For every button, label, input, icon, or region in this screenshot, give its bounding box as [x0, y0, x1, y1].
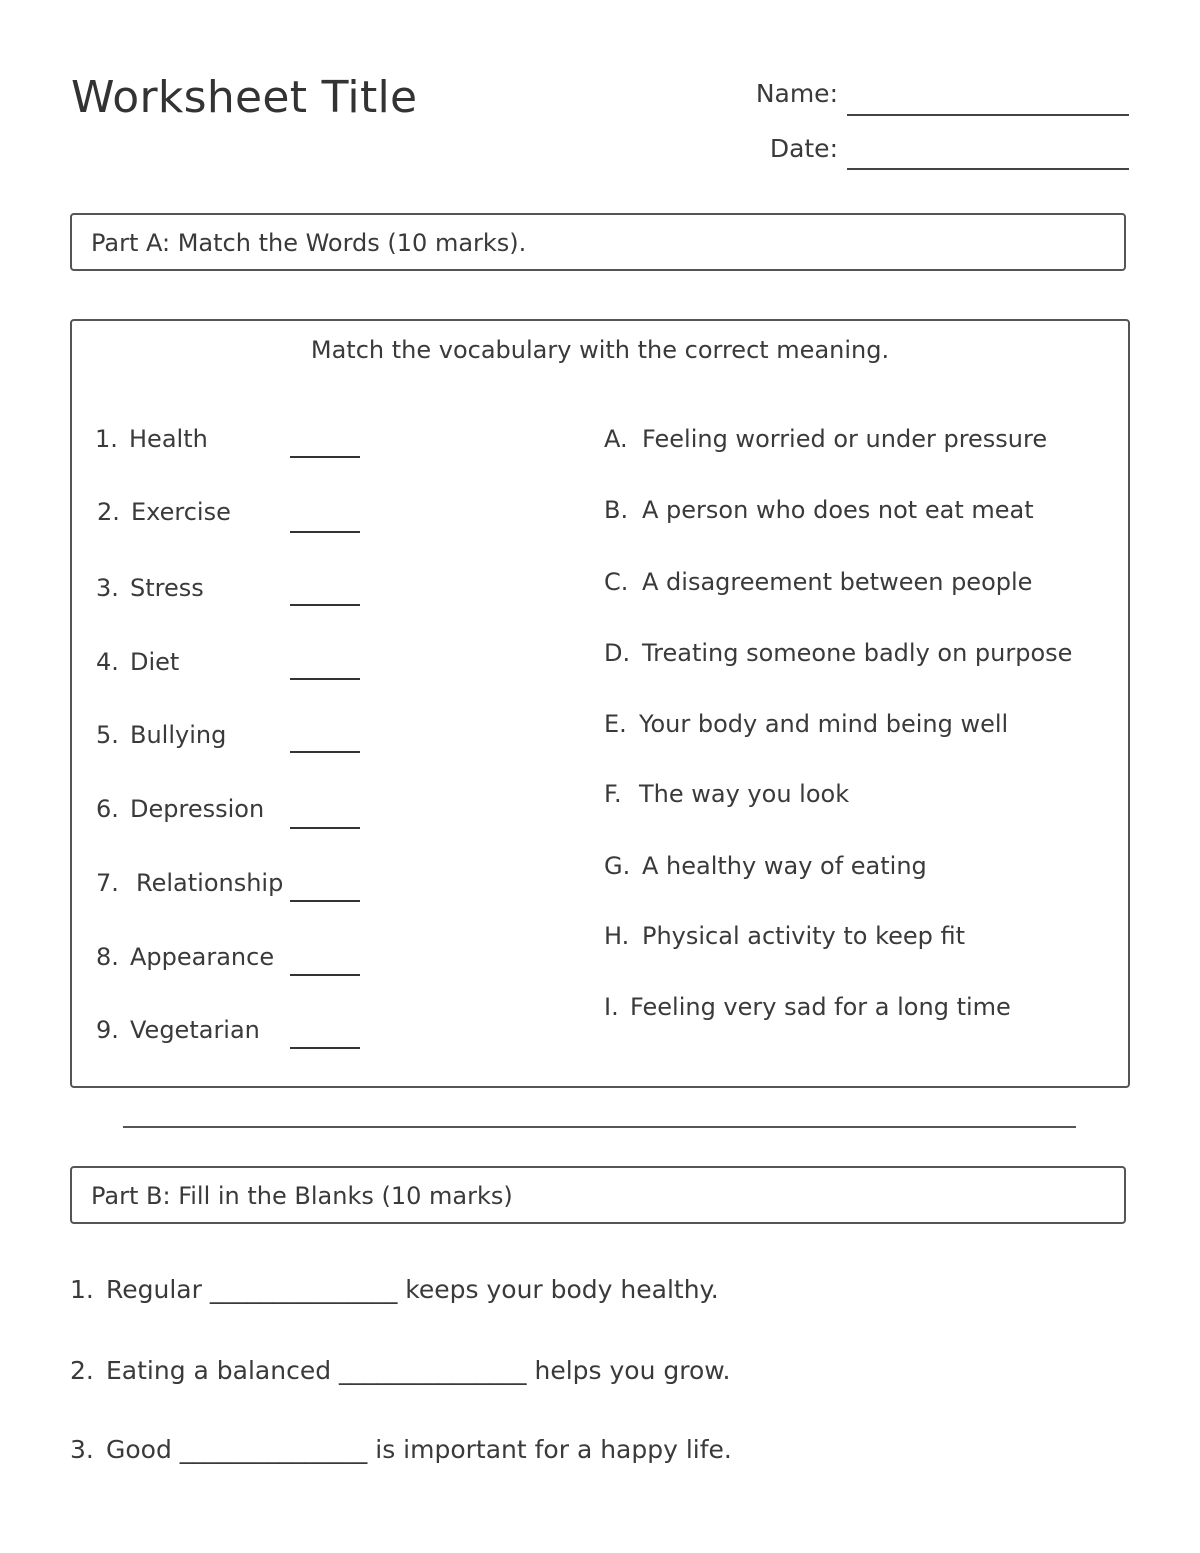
- definition-text: A person who does not eat meat: [642, 496, 1034, 524]
- date-label: Date:: [769, 134, 838, 163]
- part-b-heading-box: [70, 1166, 1126, 1224]
- definition-item: [604, 425, 1047, 453]
- answer-blank[interactable]: [290, 974, 360, 976]
- word-text: Bullying: [130, 721, 227, 749]
- definition-letter: B.: [604, 496, 629, 524]
- sentence-number: 2.: [70, 1356, 94, 1385]
- sentence-blank[interactable]: _______________: [179, 1435, 368, 1464]
- word-number: 6.: [96, 795, 119, 823]
- sentence-blank[interactable]: _______________: [339, 1356, 527, 1385]
- answer-blank[interactable]: [290, 456, 360, 458]
- definition-item: [604, 993, 1011, 1021]
- fill-sentence: [70, 1356, 730, 1385]
- word-text: Health: [129, 425, 208, 453]
- word-item: [96, 648, 179, 676]
- word-text: Exercise: [131, 498, 231, 526]
- sentence-number: 3.: [70, 1435, 94, 1464]
- sentence-after: helps you grow.: [534, 1356, 731, 1385]
- definition-letter: E.: [604, 710, 627, 738]
- word-number: 8.: [96, 943, 119, 971]
- word-item: [97, 498, 231, 526]
- definition-item: [604, 780, 849, 808]
- worksheet-title: Worksheet Title: [71, 72, 418, 123]
- word-text: Relationship: [136, 869, 284, 897]
- definition-text: A disagreement between people: [642, 568, 1033, 596]
- definition-letter: F.: [604, 780, 622, 808]
- word-text: Vegetarian: [130, 1016, 260, 1044]
- sentence-blank[interactable]: _______________: [209, 1275, 398, 1304]
- word-number: 9.: [96, 1016, 119, 1044]
- answer-blank[interactable]: [290, 900, 360, 902]
- definition-text: A healthy way of eating: [642, 852, 927, 880]
- definition-letter: G.: [604, 852, 631, 880]
- section-divider: [123, 1126, 1076, 1128]
- word-number: 7.: [96, 869, 119, 897]
- part-b-heading: Part B: Fill in the Blanks (10 marks): [91, 1182, 513, 1210]
- definition-letter: D.: [604, 639, 631, 667]
- matching-instruction: Match the vocabulary with the correct meaning.: [310, 336, 890, 364]
- fill-sentence: [70, 1275, 719, 1304]
- definition-item: [604, 852, 927, 880]
- word-item: [96, 795, 264, 823]
- definition-text: Your body and mind being well: [639, 710, 1009, 738]
- word-number: 2.: [97, 498, 120, 526]
- word-item: [96, 574, 204, 602]
- definition-item: [604, 710, 1008, 738]
- name-label: Name:: [755, 79, 838, 108]
- definition-letter: I.: [604, 993, 619, 1021]
- part-a-heading-box: [70, 213, 1126, 271]
- part-a-heading: Part A: Match the Words (10 marks).: [91, 229, 527, 257]
- definition-text: Feeling very sad for a long time: [630, 993, 1011, 1021]
- word-text: Depression: [130, 795, 265, 823]
- definition-letter: A.: [604, 425, 628, 453]
- answer-blank[interactable]: [290, 604, 360, 606]
- word-item: [96, 721, 226, 749]
- name-field[interactable]: [847, 114, 1129, 116]
- answer-blank[interactable]: [290, 1047, 360, 1049]
- fill-sentence: [70, 1435, 732, 1464]
- sentence-before: Regular: [106, 1275, 202, 1304]
- definition-item: [604, 496, 1034, 524]
- word-text: Stress: [130, 574, 204, 602]
- definition-text: Feeling worried or under pressure: [642, 425, 1048, 453]
- word-number: 3.: [96, 574, 119, 602]
- date-field[interactable]: [847, 168, 1129, 170]
- definition-text: Treating someone badly on purpose: [642, 639, 1073, 667]
- answer-blank[interactable]: [290, 678, 360, 680]
- word-item: [96, 869, 283, 897]
- sentence-after: keeps your body healthy.: [405, 1275, 719, 1304]
- definition-text: Physical activity to keep fit: [642, 922, 966, 950]
- word-text: Appearance: [130, 943, 275, 971]
- answer-blank[interactable]: [290, 827, 360, 829]
- answer-blank[interactable]: [290, 751, 360, 753]
- word-item: [95, 425, 208, 453]
- sentence-before: Good: [106, 1435, 172, 1464]
- word-text: Diet: [130, 648, 180, 676]
- definition-item: [604, 922, 965, 950]
- definition-letter: C.: [604, 568, 629, 596]
- word-number: 4.: [96, 648, 119, 676]
- definition-letter: H.: [604, 922, 630, 950]
- word-item: [96, 943, 274, 971]
- definition-item: [604, 639, 1072, 667]
- answer-blank[interactable]: [290, 531, 360, 533]
- word-number: 5.: [96, 721, 119, 749]
- word-item: [96, 1016, 260, 1044]
- definition-item: [604, 568, 1032, 596]
- sentence-number: 1.: [70, 1275, 94, 1304]
- sentence-after: is important for a happy life.: [375, 1435, 732, 1464]
- sentence-before: Eating a balanced: [106, 1356, 332, 1385]
- word-number: 1.: [95, 425, 118, 453]
- definition-text: The way you look: [639, 780, 850, 808]
